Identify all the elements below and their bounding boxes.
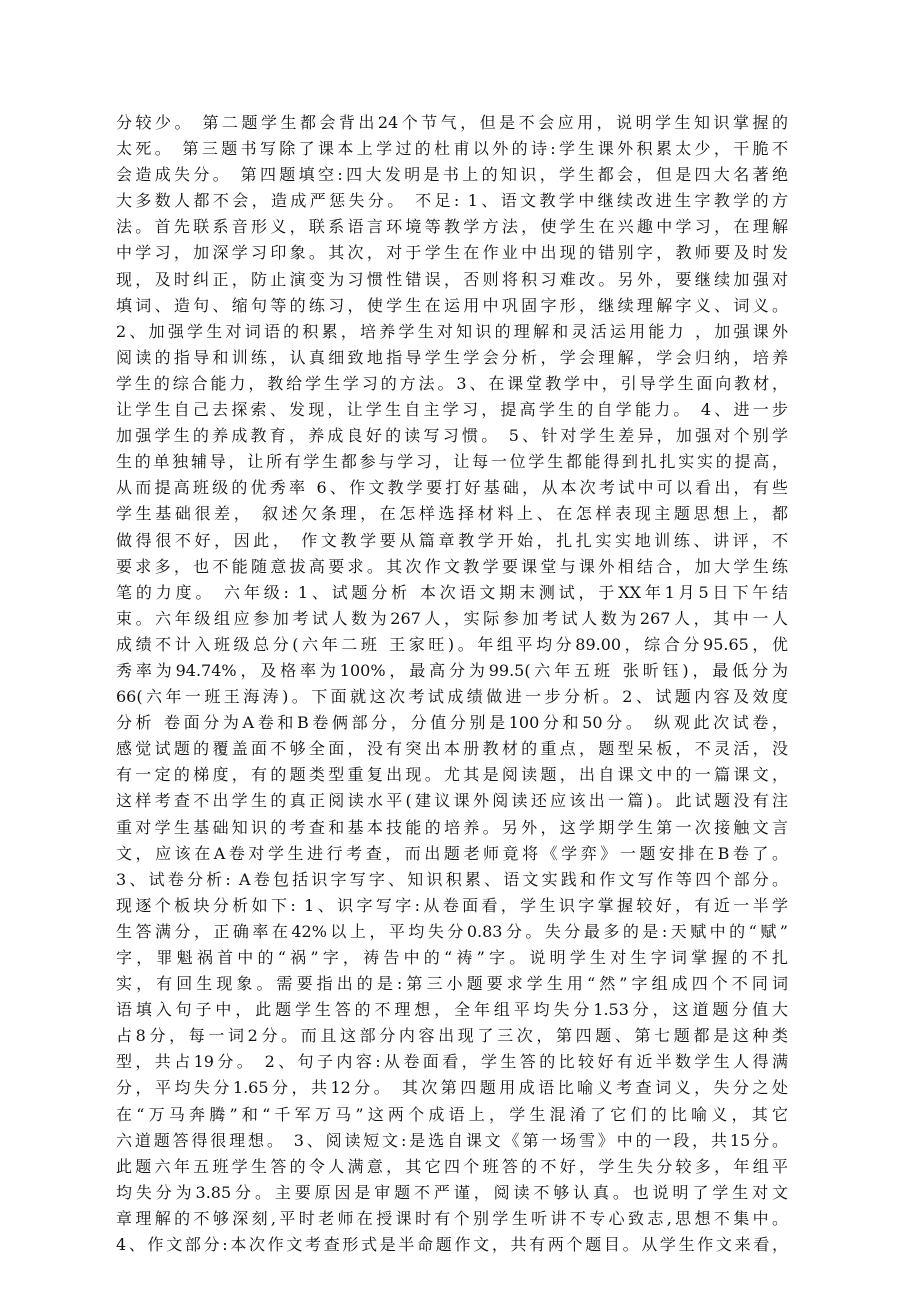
- text-line: 占8分，每一词2分。而且这部分内容出现了三次，第四题、第七题都是这种类: [116, 1026, 788, 1046]
- text-line: 成绩不计入班级总分(六年二班 王家旺)。年组平均分89.00，综合分95.65，优: [116, 634, 788, 654]
- text-line: 大多数人都不会，造成严惩失分。 不足: 1、语文教学中继续改进生字教学的方: [116, 191, 788, 211]
- text-line: 加强学生的养成教育，养成良好的读写习惯。 5、针对学生差异，加强对个别学: [116, 426, 788, 446]
- text-line: 语填入句子中，此题学生答的不理想，全年组平均失分1.53分，这道题分值大: [116, 1000, 788, 1020]
- text-line: 在“万马奔腾”和“千军万马”这两个成语上，学生混淆了它们的比喻义，其它: [116, 1104, 788, 1124]
- text-line: 66(六年一班王海涛)。下面就这次考试成绩做进一步分析。2、试题内容及效度: [116, 687, 788, 707]
- text-line: 分，平均失分1.65分，共12分。 其次第四题用成语比喻义考查词义，失分之处: [116, 1078, 788, 1098]
- text-line: 章理解的不够深刻,平时老师在授课时有个别学生听讲不专心致志,思想不集中。: [116, 1208, 788, 1228]
- text-line: 学生的综合能力，教给学生学习的方法。3、在课堂教学中，引导学生面向教材，: [116, 373, 788, 393]
- text-line: 束。六年级组应参加考试人数为267人，实际参加考试人数为267人，其中一人: [116, 608, 788, 628]
- text-line: 太死。 第三题书写除了课本上学过的杜甫以外的诗:学生课外积累太少，干脆不: [116, 139, 788, 159]
- text-line: 型，共占19分。 2、句子内容:从卷面看，学生答的比较好有近半数学生人得满: [116, 1052, 788, 1072]
- text-line: 现逐个板块分析如下: 1、识字写字:从卷面看，学生识字掌握较好，有近一半学: [116, 895, 788, 915]
- text-line: 有一定的梯度，有的题类型重复出现。尤其是阅读题，出自课文中的一篇课文，: [116, 765, 788, 785]
- text-line: 此题六年五班学生答的令人满意，其它四个班答的不好，学生失分较多，年组平: [116, 1156, 788, 1176]
- text-line: 笔的力度。 六年级: 1、试题分析 本次语文期末测试，于XX年1月5日下午结: [116, 582, 788, 602]
- text-line: 生的单独辅导，让所有学生都参与学习，让每一位学生都能得到扎扎实实的提高，: [116, 452, 788, 472]
- text-line: 均失分为3.85分。主要原因是审题不严谨，阅读不够认真。也说明了学生对文: [116, 1182, 788, 1202]
- text-line: 实，有回生现象。需要指出的是:第三小题要求学生用“然”字组成四个不同词: [116, 974, 788, 994]
- text-line: 六道题答得很理想。 3、阅读短文:是选自课文《第一场雪》中的一段，共15分。: [116, 1130, 788, 1150]
- text-line: 分析 卷面分为A卷和B卷俩部分，分值分别是100分和50分。 纵观此次试卷，: [116, 713, 788, 733]
- text-line: 学生基础很差， 叙述欠条理，在怎样选择材料上、在怎样表现主题思想上，都: [116, 504, 788, 524]
- text-line: 感觉试题的覆盖面不够全面，没有突出本册教材的重点，题型呆板，不灵活，没: [116, 739, 788, 759]
- text-line: 填词、造句、缩句等的练习，使学生在运用中巩固字形，继续理解字义、词义。: [116, 295, 788, 315]
- text-line: 2、加强学生对词语的积累，培养学生对知识的理解和灵活运用能力 ，加强课外: [116, 321, 788, 341]
- text-line: 法。首先联系音形义，联系语言环境等教学方法，使学生在兴趣中学习，在理解: [116, 217, 788, 237]
- text-line: 做得很不好，因此， 作文教学要从篇章教学开始，扎扎实实地训练、讲评，不: [116, 530, 788, 550]
- text-line: 阅读的指导和训练，认真细致地指导学生学会分析，学会理解，学会归纳，培养: [116, 347, 788, 367]
- text-line: 重对学生基础知识的考查和基本技能的培养。另外，这学期学生第一次接触文言: [116, 817, 788, 837]
- document-page: [116, 110, 788, 1258]
- text-line: 3、试卷分析: A卷包括识字写字、知识积累、语文实践和作文写作等四个部分。: [116, 869, 788, 889]
- text-line: 生答满分，正确率在42%以上，平均失分0.83分。失分最多的是:天赋中的“赋”: [116, 921, 788, 941]
- text-line: 这样考查不出学生的真正阅读水平(建议课外阅读还应该出一篇)。此试题没有注: [116, 791, 788, 811]
- text-line: 让学生自己去探索、发现，让学生自主学习，提高学生的自学能力。 4、进一步: [116, 400, 788, 420]
- text-line: 从而提高班级的优秀率 6、作文教学要打好基础，从本次考试中可以看出，有些: [116, 478, 788, 498]
- text-line: 中学习，加深学习印象。其次，对于学生在作业中出现的错别字，教师要及时发: [116, 243, 788, 263]
- text-line: 秀率为94.74%，及格率为100%，最高分为99.5(六年五班 张昕钰)，最低分为: [116, 660, 788, 680]
- text-line: 文，应该在A卷对学生进行考查，而出题老师竟将《学弈》一题安排在B卷了。: [116, 843, 788, 863]
- text-line: 4、作文部分:本次作文考查形式是半命题作文，共有两个题目。从学生作文来看，: [116, 1235, 788, 1255]
- text-line: 会造成失分。 第四题填空:四大发明是书上的知识，学生都会，但是四大名著绝: [116, 165, 788, 185]
- text-line: 分较少。 第二题学生都会背出24个节气，但是不会应用，说明学生知识掌握的: [116, 113, 788, 132]
- text-line: 现，及时纠正，防止演变为习惯性错误，否则将积习难改。另外，要继续加强对: [116, 269, 788, 289]
- text-line: 字，罪魁祸首中的“祸”字，祷告中的“祷”字。说明学生对生字词掌握的不扎: [116, 948, 788, 967]
- text-line: 要求多，也不能随意拔高要求。其次作文教学要课堂与课外相结合，加大学生练: [116, 556, 788, 576]
